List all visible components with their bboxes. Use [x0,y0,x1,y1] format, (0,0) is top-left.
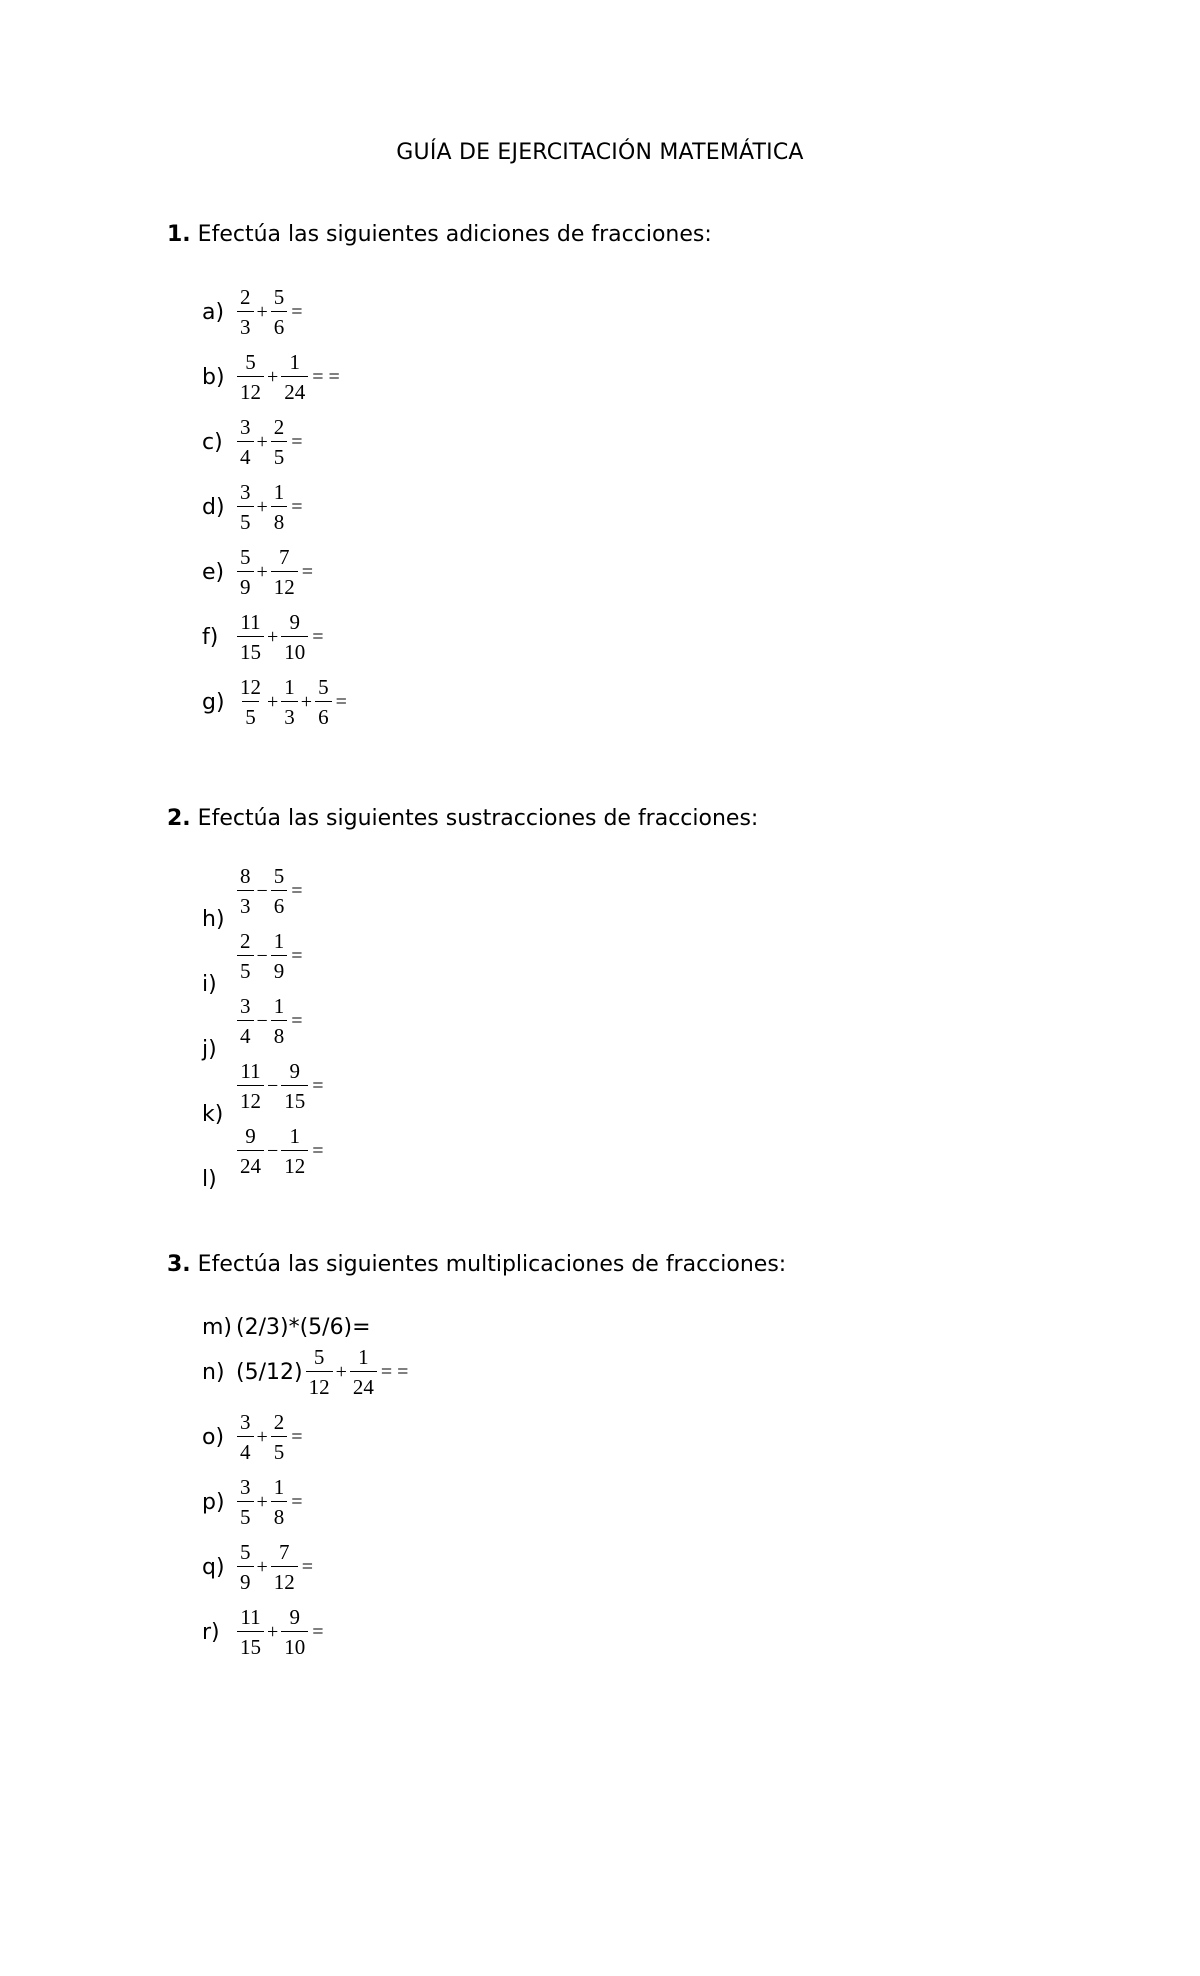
exercise-label: d) [202,494,225,520]
fraction [237,544,254,599]
denominator: 5 [237,506,254,533]
equals-sign: = [301,560,314,583]
expression [236,609,324,664]
equals-sign: = [291,430,303,453]
fraction [271,993,288,1048]
expression-text: (2/3)*(5/6)= [236,1314,371,1340]
fraction [237,1604,264,1659]
expression [236,1344,409,1399]
exercise-label: g) [202,689,225,715]
numerator: 7 [279,544,290,569]
denominator: 15 [237,636,264,663]
numerator: 5 [273,863,285,888]
exercise-label: i) [202,971,217,997]
fraction [271,1539,298,1594]
operator: − [267,1074,279,1097]
denominator: 5 [237,955,254,982]
denominator: 5 [237,1501,254,1528]
denominator: 15 [237,1631,264,1658]
operator: + [256,560,268,583]
operator: − [256,1009,268,1032]
exercise-h [202,863,303,932]
equals-sign: = = [312,365,340,388]
numerator: 2 [240,284,251,309]
equals-sign: = [291,1009,303,1032]
expression [236,863,303,918]
operator: + [256,300,268,323]
equals-sign: = = [380,1360,409,1383]
numerator: 5 [240,1539,251,1564]
expression [236,1058,324,1113]
exercise-b [202,346,340,408]
expression [236,1123,324,1178]
denominator: 10 [281,636,308,663]
denominator: 12 [237,1085,264,1112]
fraction [271,1474,288,1529]
fraction [271,284,288,339]
fraction [237,1539,254,1594]
exercise-f [202,606,324,668]
denominator: 4 [237,441,254,468]
equals-sign: = [312,1139,324,1162]
denominator: 3 [237,890,254,917]
exercise-label: h) [202,906,225,932]
fraction [237,1474,254,1529]
section-2-heading [167,806,758,831]
numerator: 2 [273,414,285,439]
numerator: 9 [289,609,301,634]
expression [236,674,347,729]
operator: + [256,1490,268,1513]
numerator: 5 [240,544,251,569]
operator: + [267,690,279,713]
denominator: 4 [237,1020,254,1047]
exercise-j [202,993,303,1062]
fraction [306,1344,333,1399]
equals-sign: = [291,879,303,902]
fraction [237,928,254,983]
section-heading-text: Efectúa las siguientes sustracciones de fracciones: [197,806,759,831]
fraction [271,544,298,599]
numerator: 3 [240,479,251,504]
exercise-n [202,1341,408,1403]
equals-sign: = [291,495,303,518]
equals-sign: = [291,1425,303,1448]
expression [236,544,314,599]
exercise-r [202,1601,324,1663]
fraction [237,674,264,729]
denominator: 24 [281,376,308,403]
denominator: 8 [271,1020,288,1047]
denominator: 3 [281,701,298,728]
operator: − [256,944,268,967]
section-number: 3. [167,1252,191,1277]
numerator: 11 [240,1604,261,1629]
denominator: 4 [237,1436,254,1463]
expression-prefix: (5/12) [236,1359,303,1385]
numerator: 5 [245,349,256,374]
operator: + [256,1425,268,1448]
exercise-label: e) [202,559,225,585]
denominator: 24 [350,1371,377,1398]
exercise-l [202,1123,324,1192]
operator: − [267,1139,279,1162]
exercise-label: k) [202,1101,224,1127]
denominator: 12 [237,376,264,403]
fraction [237,284,254,339]
fraction [237,479,254,534]
fraction [237,1123,264,1178]
operator: + [256,430,268,453]
exercise-o [202,1406,303,1468]
expression [236,284,303,339]
exercise-i [202,928,303,997]
fraction [281,1058,308,1113]
denominator: 6 [315,701,332,728]
numerator: 1 [273,928,285,953]
fraction [281,1604,308,1659]
equals-sign: = [312,1074,324,1097]
operator: + [256,1555,268,1578]
numerator: 1 [358,1344,369,1369]
section-heading-text: Efectúa las siguientes multiplicaciones de fracciones: [197,1252,787,1277]
numerator: 1 [273,1474,285,1499]
operator: + [335,1360,347,1383]
equals-sign: = [291,1490,303,1513]
equals-sign: = [291,944,303,967]
expression [236,1539,314,1594]
expression [236,993,303,1048]
exercise-p [202,1471,303,1533]
denominator: 6 [271,890,288,917]
equals-sign: = [301,1555,314,1578]
denominator: 12 [281,1150,308,1177]
operator: + [267,625,279,648]
exercise-a [202,281,303,343]
exercise-k [202,1058,324,1127]
denominator: 5 [271,1436,288,1463]
equals-sign: = [335,690,347,713]
numerator: 3 [240,1409,251,1434]
numerator: 5 [318,674,329,699]
numerator: 1 [273,479,285,504]
numerator: 11 [240,1058,261,1083]
fraction [271,863,288,918]
expression [236,1409,303,1464]
operator: + [300,690,313,713]
numerator: 1 [289,349,301,374]
numerator: 3 [240,414,251,439]
numerator: 9 [245,1123,256,1148]
denominator: 8 [271,1501,288,1528]
denominator: 9 [271,955,288,982]
section-1-heading [167,222,712,247]
expression [236,349,340,404]
numerator: 7 [279,1539,290,1564]
exercise-q [202,1536,313,1598]
numerator: 5 [273,284,285,309]
denominator: 5 [242,701,259,728]
expression [236,479,303,534]
operator: + [267,1620,279,1643]
denominator: 8 [271,506,288,533]
exercise-label: a) [202,299,225,325]
operator: + [256,495,268,518]
numerator: 1 [284,674,295,699]
denominator: 5 [271,441,288,468]
numerator: 9 [289,1604,301,1629]
page-title: GUÍA DE EJERCITACIÓN MATEMÁTICA [396,140,804,165]
numerator: 2 [240,928,251,953]
numerator: 12 [240,674,261,699]
exercise-c [202,411,303,473]
numerator: 5 [313,1344,325,1369]
exercise-d [202,476,303,538]
exercise-label: m) [202,1314,233,1340]
denominator: 9 [237,1566,254,1593]
exercise-label: b) [202,364,225,390]
fraction [237,993,254,1048]
exercise-label: p) [202,1489,225,1515]
exercise-label: n) [202,1359,225,1385]
fraction [271,414,288,469]
section-heading-text: Efectúa las siguientes adiciones de fracciones: [197,222,712,247]
denominator: 9 [237,571,254,598]
exercise-label: c) [202,429,223,455]
expression [236,1474,303,1529]
equals-sign: = [312,625,324,648]
fraction [350,1344,377,1399]
expression [236,928,303,983]
exercise-label: o) [202,1424,225,1450]
equals-sign: = [291,300,303,323]
numerator: 2 [273,1409,285,1434]
fraction [271,479,288,534]
denominator: 6 [271,311,288,338]
exercise-label: f) [202,624,219,650]
section-number: 2. [167,806,191,831]
fraction [271,928,288,983]
expression [236,1604,324,1659]
equals-sign: = [312,1620,324,1643]
exercise-e [202,541,313,603]
fraction [281,609,308,664]
fraction [281,674,298,729]
fraction [237,349,264,404]
fraction [237,1409,254,1464]
expression [236,1315,373,1340]
exercise-label: r) [202,1619,220,1645]
numerator: 3 [240,993,251,1018]
numerator: 11 [240,609,261,634]
fraction [237,863,254,918]
denominator: 24 [237,1150,264,1177]
fraction [281,1123,308,1178]
section-3-heading [167,1252,786,1277]
exercise-label: j) [202,1036,217,1062]
denominator: 3 [237,311,254,338]
operator: − [256,879,268,902]
fraction [281,349,308,404]
fraction [237,1058,264,1113]
denominator: 10 [281,1631,308,1658]
expression [236,414,303,469]
fraction [271,1409,288,1464]
fraction [315,674,332,729]
denominator: 12 [271,1566,298,1593]
exercise-label: l) [202,1166,217,1192]
exercise-label: q) [202,1554,225,1580]
denominator: 15 [281,1085,308,1112]
numerator: 8 [240,863,251,888]
fraction [237,414,254,469]
fraction [237,609,264,664]
denominator: 12 [306,1371,333,1398]
operator: + [267,365,279,388]
section-number: 1. [167,222,191,247]
numerator: 3 [240,1474,251,1499]
numerator: 9 [289,1058,301,1083]
exercise-g [202,671,347,733]
denominator: 12 [271,571,298,598]
numerator: 1 [289,1123,301,1148]
numerator: 1 [273,993,285,1018]
